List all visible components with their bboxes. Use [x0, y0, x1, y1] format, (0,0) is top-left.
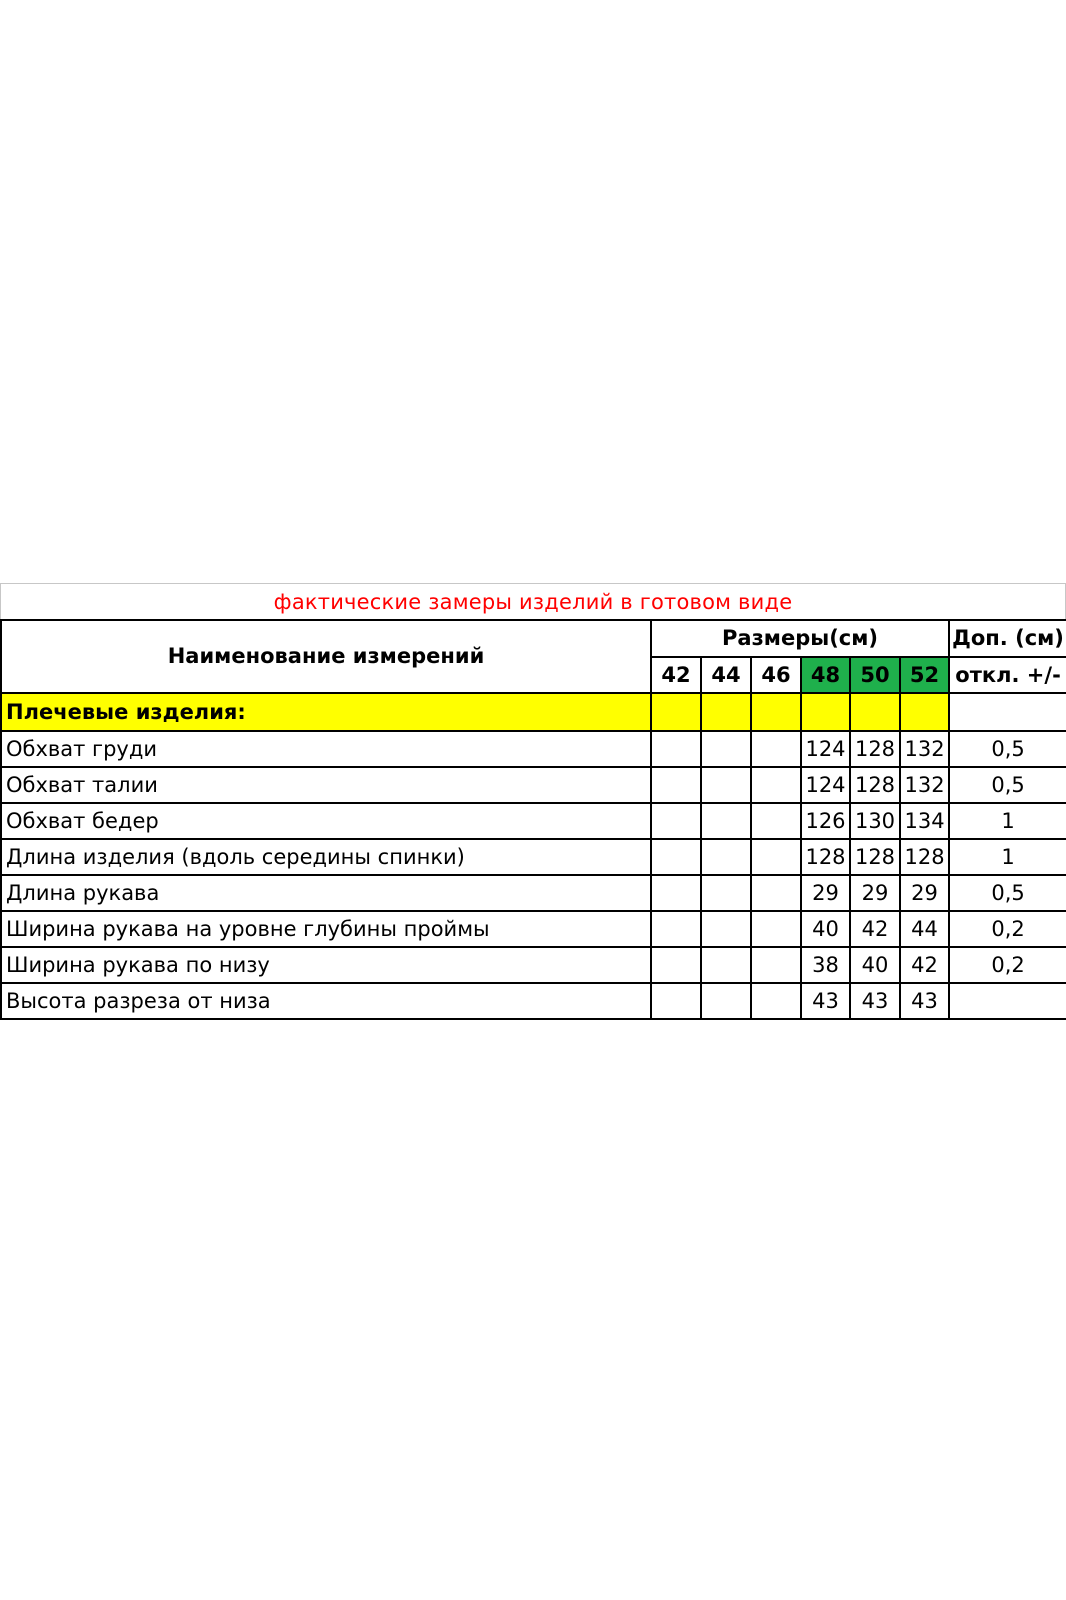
size-value-50: 128	[850, 731, 900, 767]
size-value-42	[651, 767, 701, 803]
table-row	[1, 947, 1066, 983]
size-value-46	[751, 767, 801, 803]
measurement-name: Длина рукава	[1, 875, 651, 911]
measurement-sheet	[0, 583, 1066, 1017]
size-value-52: 132	[900, 767, 949, 803]
size-value-50: 43	[850, 983, 900, 1019]
table-row	[1, 911, 1066, 947]
size-value-50: 128	[850, 767, 900, 803]
size-value-50: 29	[850, 875, 900, 911]
size-value-44	[701, 803, 751, 839]
size-value-42	[651, 983, 701, 1019]
measurement-name-header: Наименование измерений	[1, 620, 651, 693]
table-title: фактические замеры изделий в готовом виде	[273, 589, 793, 614]
size-value-52: 42	[900, 947, 949, 983]
measurement-name: Высота разреза от низа	[1, 983, 651, 1019]
table-row	[1, 767, 1066, 803]
deviation-value: 0,5	[949, 875, 1066, 911]
size-value-46	[751, 839, 801, 875]
size-value-46	[751, 803, 801, 839]
size-50: 50	[850, 657, 900, 693]
table-row	[1, 983, 1066, 1019]
deviation-value: 0,2	[949, 947, 1066, 983]
size-value-50: 40	[850, 947, 900, 983]
size-value-42	[651, 947, 701, 983]
size-value-50: 128	[850, 839, 900, 875]
size-value-44	[701, 731, 751, 767]
dop-header: Доп. (см)	[949, 620, 1066, 657]
size-value-48: 40	[801, 911, 850, 947]
header-row-1	[1, 620, 1066, 657]
size-value-44	[701, 839, 751, 875]
section-empty-cell	[850, 693, 900, 731]
sizes-header: Размеры(см)	[651, 620, 949, 657]
measurement-name: Обхват талии	[1, 767, 651, 803]
size-value-48: 126	[801, 803, 850, 839]
section-label: Плечевые изделия:	[1, 693, 651, 731]
size-value-52: 134	[900, 803, 949, 839]
size-48: 48	[801, 657, 850, 693]
size-value-48: 43	[801, 983, 850, 1019]
section-empty-cell	[900, 693, 949, 731]
size-value-48: 124	[801, 767, 850, 803]
size-value-50: 42	[850, 911, 900, 947]
deviation-header: откл. +/-	[949, 657, 1066, 693]
deviation-value: 0,5	[949, 767, 1066, 803]
table-row	[1, 875, 1066, 911]
size-value-52: 132	[900, 731, 949, 767]
size-value-44	[701, 767, 751, 803]
size-value-52: 43	[900, 983, 949, 1019]
size-value-52: 128	[900, 839, 949, 875]
size-value-46	[751, 875, 801, 911]
measurement-name: Ширина рукава на уровне глубины проймы	[1, 911, 651, 947]
section-empty-cell	[751, 693, 801, 731]
size-value-44	[701, 911, 751, 947]
size-46: 46	[751, 657, 801, 693]
measurement-table	[0, 619, 1066, 1020]
deviation-value	[949, 983, 1066, 1019]
size-value-44	[701, 875, 751, 911]
measurement-name: Обхват груди	[1, 731, 651, 767]
section-empty-cell	[701, 693, 751, 731]
deviation-value: 1	[949, 803, 1066, 839]
table-row	[1, 731, 1066, 767]
size-value-42	[651, 839, 701, 875]
size-value-42	[651, 731, 701, 767]
size-44: 44	[701, 657, 751, 693]
size-value-52: 29	[900, 875, 949, 911]
title-row	[0, 583, 1066, 619]
size-value-48: 38	[801, 947, 850, 983]
size-value-46	[751, 947, 801, 983]
measurement-name: Обхват бедер	[1, 803, 651, 839]
section-empty-cell	[949, 693, 1066, 731]
size-value-50: 130	[850, 803, 900, 839]
size-value-44	[701, 983, 751, 1019]
size-value-42	[651, 875, 701, 911]
size-value-44	[701, 947, 751, 983]
size-value-46	[751, 731, 801, 767]
size-42: 42	[651, 657, 701, 693]
size-value-52: 44	[900, 911, 949, 947]
section-row	[1, 693, 1066, 731]
size-value-48: 128	[801, 839, 850, 875]
size-value-42	[651, 911, 701, 947]
section-empty-cell	[651, 693, 701, 731]
table-row	[1, 839, 1066, 875]
deviation-value: 0,2	[949, 911, 1066, 947]
deviation-value: 1	[949, 839, 1066, 875]
size-value-48: 29	[801, 875, 850, 911]
deviation-value: 0,5	[949, 731, 1066, 767]
size-value-46	[751, 911, 801, 947]
size-value-42	[651, 803, 701, 839]
measurement-name: Длина изделия (вдоль середины спинки)	[1, 839, 651, 875]
section-empty-cell	[801, 693, 850, 731]
size-value-48: 124	[801, 731, 850, 767]
size-52: 52	[900, 657, 949, 693]
table-row	[1, 803, 1066, 839]
measurement-name: Ширина рукава по низу	[1, 947, 651, 983]
size-value-46	[751, 983, 801, 1019]
